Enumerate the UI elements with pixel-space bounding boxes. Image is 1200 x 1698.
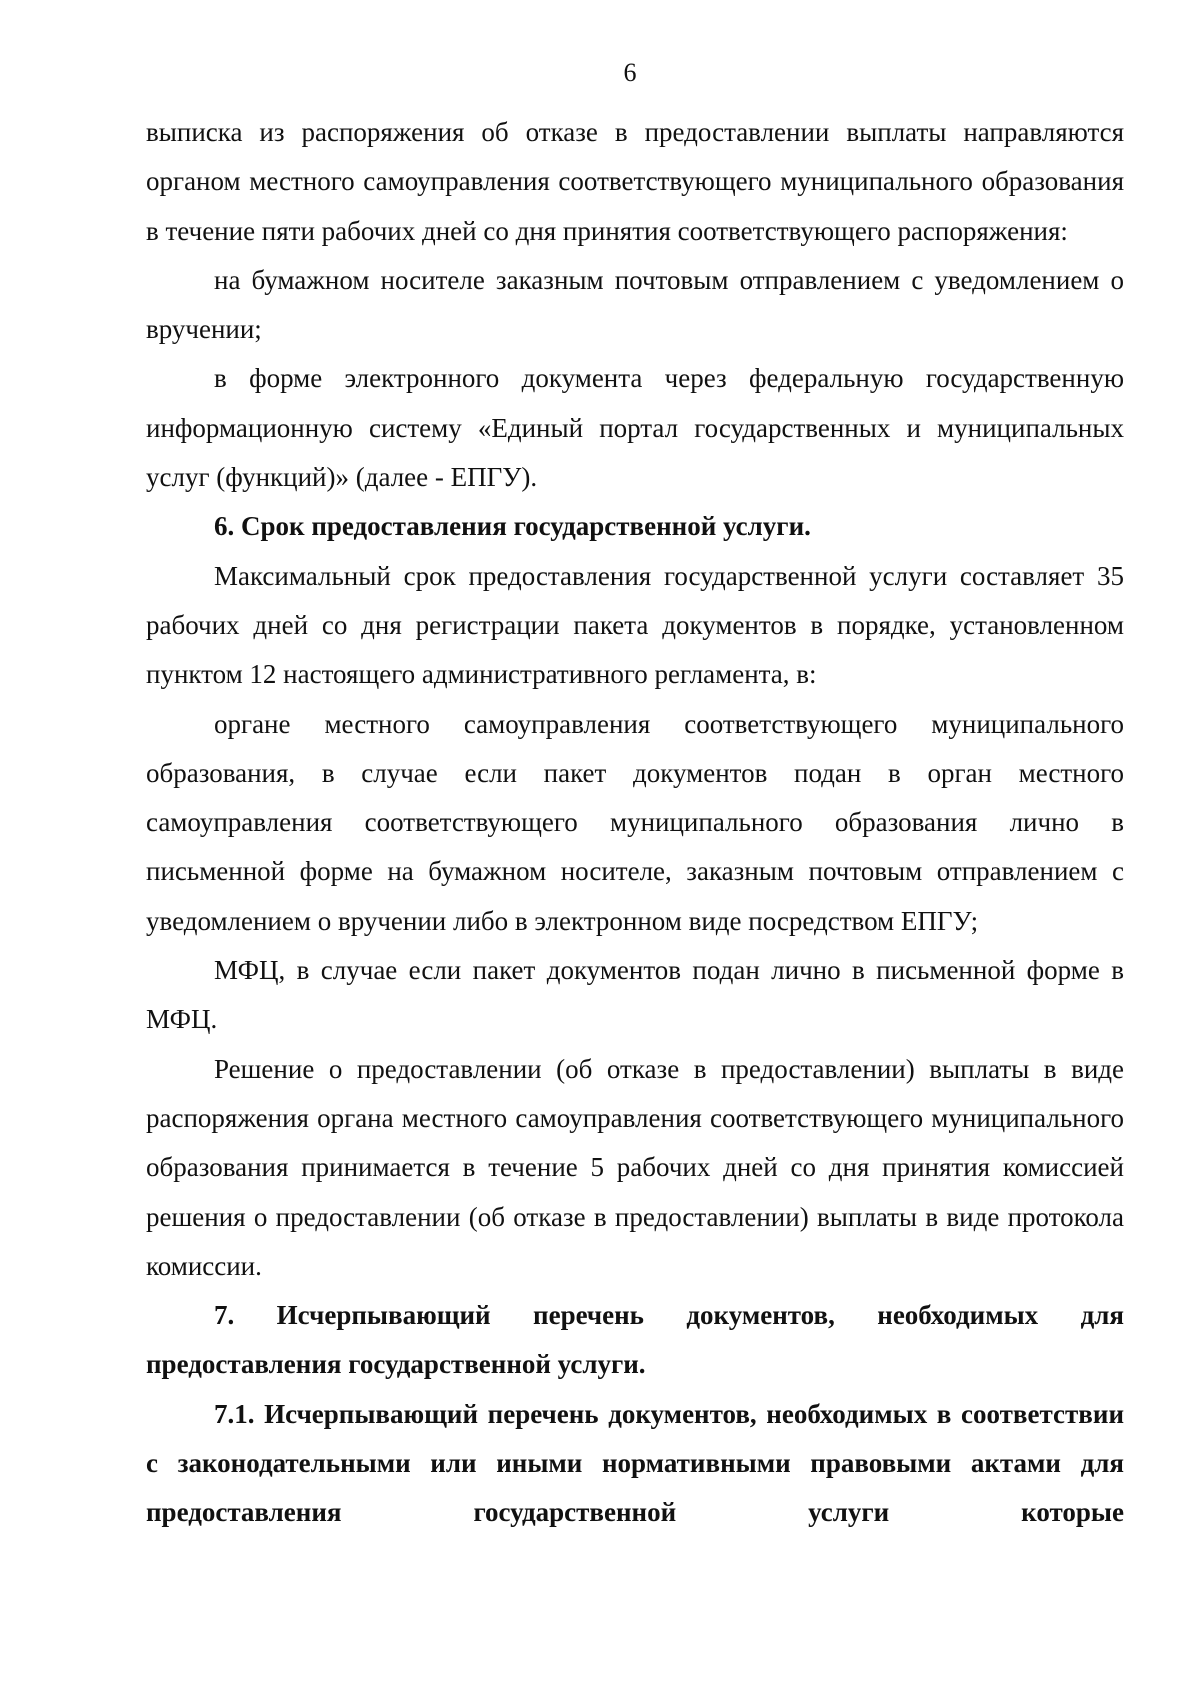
page-number: 6 [623, 58, 637, 87]
paragraph-local-authority: органе местного самоуправления соответствующего муниципального образования, в случае если пакет документов подан в орган местного самоуправления соответствующего муниципального образования лично в письменной форме на бумажном носителе, заказным почтовым отправлением с уведомлением о вручении либо в электронном виде посредством ЕПГУ; [146, 708, 1124, 936]
paragraph-paper-delivery: на бумажном носителе заказным почтовым отправлением с уведомлением о вручении; [146, 264, 1124, 345]
paragraph-max-term: Максимальный срок предоставления государственной услуги составляет 35 рабочих дней со дня регистрации пакета документов в порядке, установленном пунктом 12 настоящего административного регламента, в: [146, 560, 1124, 690]
paragraph-extract-delivery: выписка из распоряжения об отказе в предоставлении выплаты направляются органом местного самоуправления соответствующего муниципального образования в течение пяти рабочих дней со дня принятия соответствующего распоряжения: [146, 117, 1124, 246]
paragraph-decision: Решение о предоставлении (об отказе в предоставлении) выплаты в виде распоряжения органа местного самоуправления соответствующего муниципального образования принимается в течение 5 рабочих дней со дня принятия комиссией решения о предоставлении (об отказе в предоставлении) выплаты в виде протокола комиссии. [146, 1053, 1124, 1281]
section-heading-7: 7. Исчерпывающий перечень документов, необходимых для предоставления государственной услуги. [146, 1300, 1124, 1380]
section-heading-6: 6. Срок предоставления государственной услуги. [214, 511, 811, 542]
paragraph-mfc: МФЦ, в случае если пакет документов подан лично в письменной форме в МФЦ. [146, 955, 1124, 1035]
document-body [146, 108, 1124, 1538]
paragraph-electronic-delivery: в форме электронного документа через федеральную государственную информационную систему «Единый портал государственных и муниципальных услуг (функций)» (далее - ЕПГУ). [146, 363, 1124, 493]
section-heading-7-1: 7.1. Исчерпывающий перечень документов, необходимых в соответствии с законодательными или иными нормативными правовыми актами для предоставления государственной услуги которые [146, 1398, 1124, 1528]
